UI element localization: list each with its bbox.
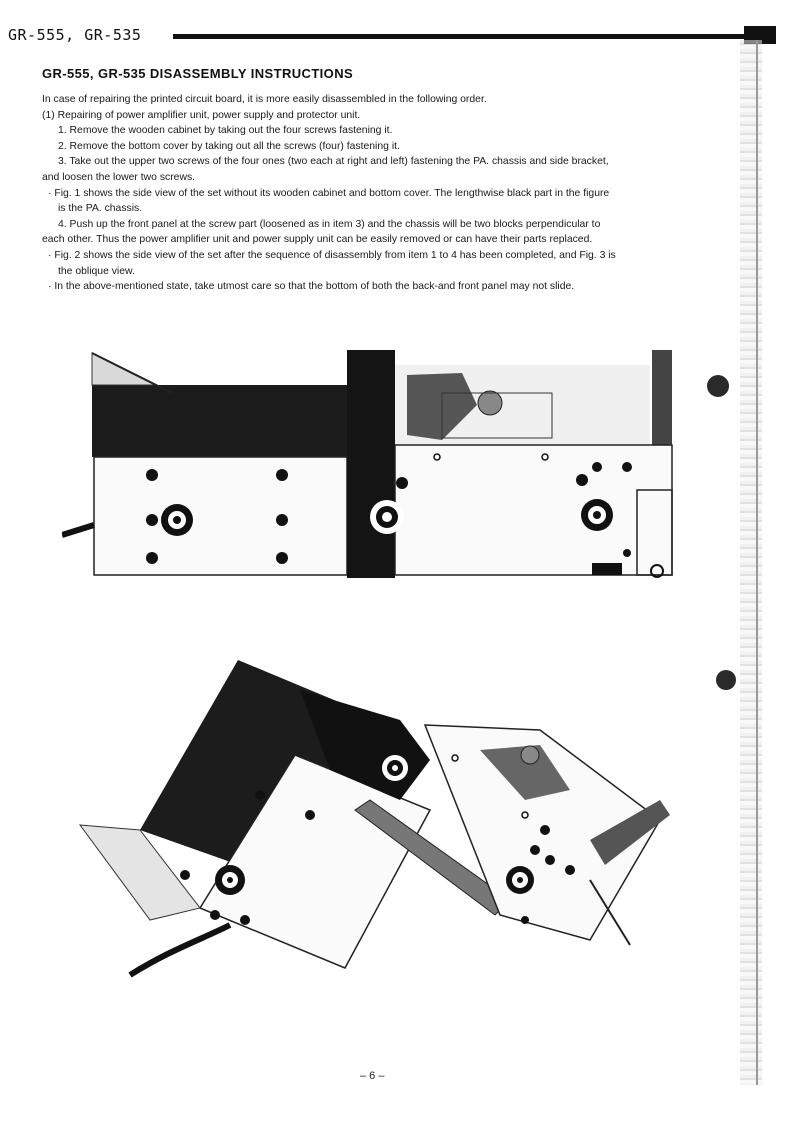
note-fig1-cont: is the PA. chassis. (58, 203, 143, 215)
page-number: – 6 – (360, 1070, 385, 1082)
punch-hole-bottom (716, 670, 736, 690)
punch-hole-top (707, 375, 729, 397)
section-heading: (1) Repairing of power amplifier unit, power supply and protector unit. (42, 109, 361, 121)
step-4: 4. Push up the front panel at the screw part (loosened as in item 3) and the chassis will be two blocks perpendicular to (58, 218, 601, 230)
step-1: 1. Remove the wooden cabinet by taking out the four screws fastening it. (58, 125, 393, 137)
step-3: 3. Take out the upper two screws of the four ones (two each at right and left) fastening the PA. chassis and side bracket, (58, 156, 609, 168)
figure-2-disassembled-view (70, 650, 670, 980)
intro-text: In case of repairing the printed circuit board, it is more easily disassembled in the following order. (42, 94, 487, 105)
note-fig2: · Fig. 2 shows the side view of the set after the sequence of disassembly from item 1 to 4 has been completed, and Fig. 3 is (48, 249, 616, 261)
note-caution: · In the above-mentioned state, take utmost care so that the bottom of both the back-and front panel may not slide. (48, 281, 575, 293)
step-2: 2. Remove the bottom cover by taking out all the screws (four) fastening it. (58, 140, 400, 152)
instructions-body (42, 92, 702, 295)
binding-strip (740, 40, 762, 1085)
page-title: GR-555, GR-535 DISASSEMBLY INSTRUCTIONS (42, 66, 354, 81)
binding-edge (756, 40, 758, 1085)
note-fig2-cont: the oblique view. (58, 265, 135, 277)
step-4-cont: each other. Thus the power amplifier unit and power supply unit can be easily removed or can have their parts replaced. (42, 234, 593, 246)
page-header (8, 26, 768, 46)
note-fig1: · Fig. 1 shows the side view of the set without its wooden cabinet and bottom cover. The lengthwise black part in the figure (48, 187, 610, 199)
figure-1-side-view (62, 345, 677, 580)
step-3-cont: and loosen the lower two screws. (42, 171, 196, 183)
header-rule (173, 34, 768, 39)
model-header: GR-555, GR-535 (8, 26, 142, 44)
